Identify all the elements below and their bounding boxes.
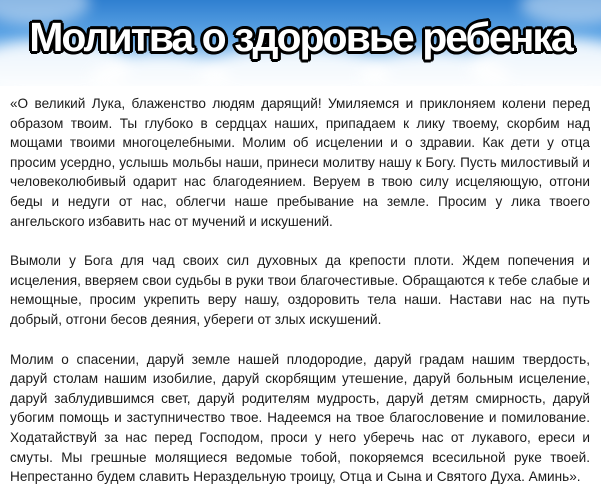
prayer-text	[10, 94, 590, 487]
prayer-paragraph: Молим о спасении, даруй земле нашей плодородие, даруй градам нашим твердость, даруй столам нашим изобилие, даруй скорбящим утешение, даруй больным исцеление, даруй заблудившимся свет, даруй родителям мудрость, даруй детям смирность, даруй убогим помощь и заступничество твое. Надеемся на твое благословение и помилование. Ходатайствуй за нас перед Господом, проси у него уберечь нас от лукавого, ереси и смуты. Мы грешные молящиеся ведомые тобой, покоряемся всесильной руке твоей. Непрестанно будем славить Нераздельную троицу, Отца и Сына и Святого Духа. Аминь».	[10, 351, 590, 485]
header-banner	[0, 0, 601, 86]
prayer-paragraph: Вымоли у Бога для чад своих сил духовных да крепости плоти. Ждем попечения и исцеления, вверяем свои судьбы в руки твои благочестивые. Обращаются к тебе слабые и немощные, просим укрепить веру нашу, оздоровить тела наши. Настави нас на путь добрый, отгони бесов деяния, убереги от злых искушений.	[10, 253, 590, 327]
page-title: Молитва о здоровье ребенка	[29, 14, 572, 60]
prayer-paragraph: «О великий Лука, блаженство людям дарящий! Умиляемся и приклоняем колени перед образом твоим. Ты глубоко в сердцах наших, припадаем к лику твоему, скорбим над мощами твоими многоцелебными. Молим об исцелении и о здравии. Как дети у отца просим усердно, услышь мольбы наши, принеси молитву нашу к Богу. Пусть милостивый и человеколюбивый одарит нас благодеянием. Веруем в твою силу исцеляющую, отгони беды и недуги от нас, облегчи наше пребывание на земле. Просим у лика твоего ангельского избавить нас от мучений и искушений.	[10, 96, 590, 229]
